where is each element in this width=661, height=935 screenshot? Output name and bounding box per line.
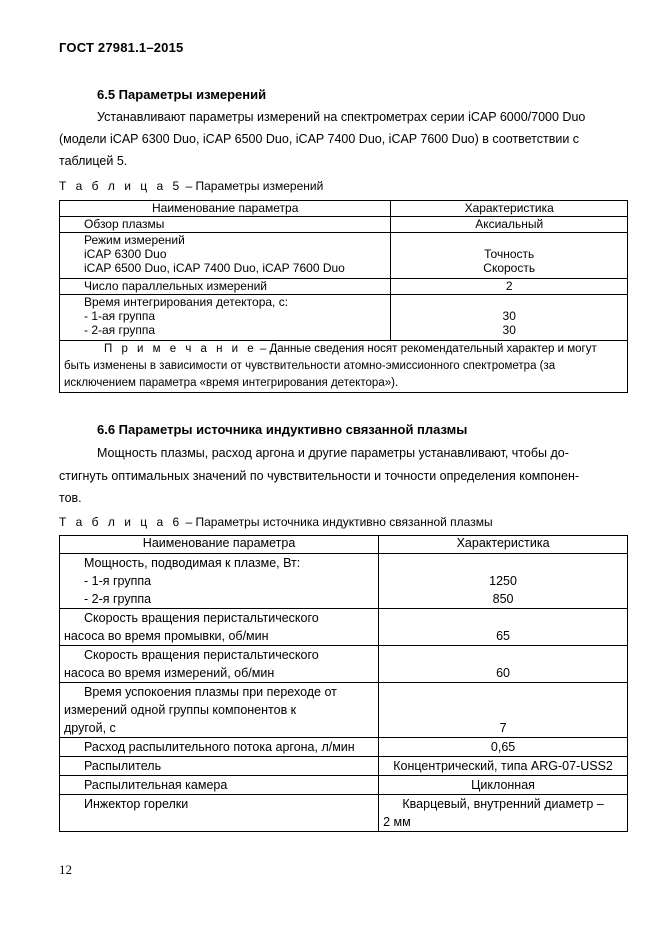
table-row — [60, 757, 628, 776]
section-heading-6-5: 6.5 Параметры измерений — [97, 87, 267, 102]
table-row — [60, 295, 628, 341]
value-cell: Циклонная — [379, 776, 628, 795]
table-5 — [59, 200, 628, 393]
value-cell: Кварцевый, внутренний диаметр – 2 мм — [379, 795, 628, 832]
table-header-row — [60, 201, 628, 217]
col-header-characteristic: Характеристика — [391, 201, 628, 217]
table-6 — [59, 535, 628, 832]
value-cell: 30 30 — [391, 295, 628, 341]
table-row — [60, 646, 628, 683]
caption-text: – Параметры измерений — [182, 179, 324, 193]
value-cell: 2 — [391, 279, 628, 295]
paragraph-line: тов. — [59, 491, 82, 505]
param-cell: Мощность, подводимая к плазме, Вт: - 1-я группа - 2-я группа — [60, 554, 379, 609]
table-row — [60, 683, 628, 738]
table-row — [60, 795, 628, 832]
table-row — [60, 554, 628, 609]
param-cell: Инжектор горелки — [60, 795, 379, 832]
caption-prefix: Т а б л и ц а 5 — [59, 179, 183, 193]
table-note-row — [60, 341, 628, 393]
table-header-row — [60, 536, 628, 554]
table-row — [60, 217, 628, 233]
table-row — [60, 738, 628, 757]
param-cell: Число параллельных измерений — [60, 279, 391, 295]
table-caption-6 — [59, 515, 493, 529]
table-row — [60, 279, 628, 295]
document-header: ГОСТ 27981.1–2015 — [59, 40, 184, 55]
col-header-parameter: Наименование параметра — [60, 201, 391, 217]
col-header-parameter: Наименование параметра — [60, 536, 379, 554]
value-cell: 0,65 — [379, 738, 628, 757]
param-cell: Расход распылительного потока аргона, л/мин — [60, 738, 379, 757]
note-label: П р и м е ч а н и е — [104, 343, 257, 355]
value-cell: Концентрический, типа ARG-07-USS2 — [379, 757, 628, 776]
param-cell: Скорость вращения перистальтического насоса во время измерений, об/мин — [60, 646, 379, 683]
value-cell: Аксиальный — [391, 217, 628, 233]
value-cell: 7 — [379, 683, 628, 738]
paragraph-line: таблицей 5. — [59, 154, 128, 168]
paragraph-line: Мощность плазмы, расход аргона и другие параметры устанавливают, чтобы до- — [97, 446, 569, 460]
paragraph-line: (модели iCAP 6300 Duo, iCAP 6500 Duo, iCAP 7400 Duo, iCAP 7600 Duo) в соответствии с — [59, 132, 580, 146]
param-cell: Режим измерений iCAP 6300 Duo iCAP 6500 Duo, iCAP 7400 Duo, iCAP 7600 Duo — [60, 233, 391, 279]
table-row — [60, 609, 628, 646]
caption-text: – Параметры источника индуктивно связанной плазмы — [182, 515, 493, 529]
col-header-characteristic: Характеристика — [379, 536, 628, 554]
param-cell: Время успокоения плазмы при переходе от измерений одной группы компонентов к другой, с — [60, 683, 379, 738]
table-row — [60, 776, 628, 795]
table-note: П р и м е ч а н и е – Данные сведения носят рекомендательный характер и могут быть изменены в зависимости от чувствительности атомно-эмиссионного спектрометра (за исключением параметра «время интегрирования детектора»). — [60, 341, 628, 393]
param-cell: Обзор плазмы — [60, 217, 391, 233]
value-cell: Точность Скорость — [391, 233, 628, 279]
value-cell: 65 — [379, 609, 628, 646]
paragraph-line: Устанавливают параметры измерений на спектрометрах серии iCAP 6000/7000 Duo — [97, 110, 586, 124]
param-cell: Скорость вращения перистальтического насоса во время промывки, об/мин — [60, 609, 379, 646]
paragraph-line: стигнуть оптимальных значений по чувствительности и точности определения компонен- — [59, 469, 580, 483]
page-number: 12 — [59, 862, 72, 877]
param-cell: Распылитель — [60, 757, 379, 776]
param-cell: Время интегрирования детектора, с: - 1-ая группа - 2-ая группа — [60, 295, 391, 341]
table-row — [60, 233, 628, 279]
caption-prefix: Т а б л и ц а 6 — [59, 515, 183, 529]
value-cell: 1250 850 — [379, 554, 628, 609]
section-heading-6-6: 6.6 Параметры источника индуктивно связанной плазмы — [97, 422, 468, 437]
value-cell: 60 — [379, 646, 628, 683]
table-caption-5 — [59, 179, 323, 193]
param-cell: Распылительная камера — [60, 776, 379, 795]
